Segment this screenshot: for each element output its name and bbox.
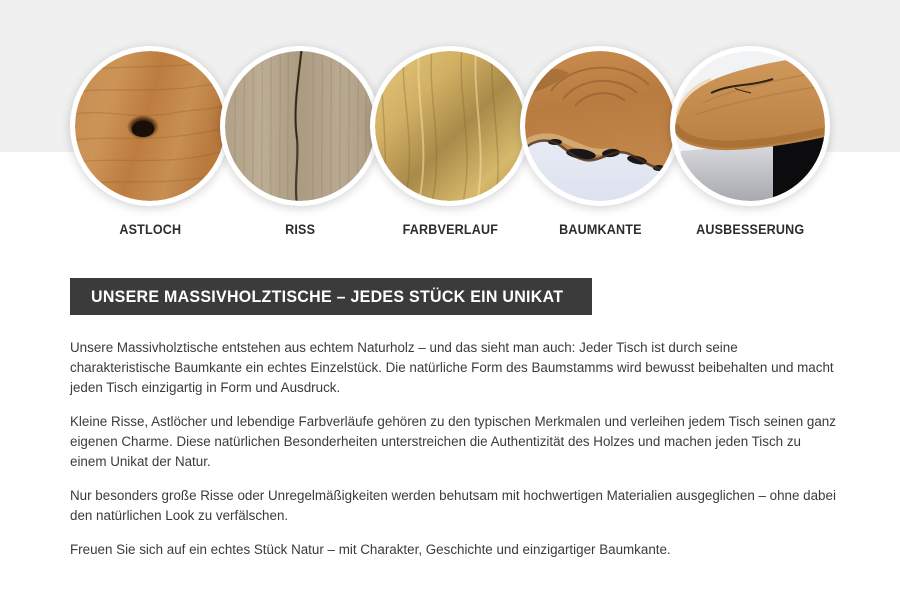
baumkante-live-edge-photo [520,46,680,206]
paragraph-schluss: Freuen Sie sich auf ein echtes Stück Natur – mit Charakter, Geschichte und einzigartiger Baumkante. [70,542,671,557]
feature-label-text: AUSBESSERUNG [695,222,805,237]
cracked-wood-image [225,51,375,201]
feature-label-text: ASTLOCH [119,222,181,237]
paragraph-intro: Unsere Massivholztische entstehen aus echtem Naturholz – und das sieht man auch: Jeder Tisch ist durch seine charakteristische Baumkante ein echtes Einzelstück. Die natürliche Form des Baumstamms wird bewusst beibehalten und macht jeden Tisch einzigartig in Form und Ausdruck. [70,340,834,395]
paragraph-ausbesserung: Nur besonders große Risse oder Unregelmäßigkeiten werden behutsam mit hochwertigen Materialien ausgeglichen – ohne dabei den natürlichen Look zu verfälschen. [70,488,836,523]
riss-crack-photo [220,46,380,206]
feature-label-text: FARBVERLAUF [402,222,498,237]
feature-label-farbverlauf [399,222,502,237]
feature-astloch [75,46,225,237]
astloch-knothole-photo [70,46,230,206]
feature-label-text: BAUMKANTE [558,222,642,237]
features-row [0,46,900,237]
feature-baumkante [525,46,675,237]
paragraph-merkmale: Kleine Risse, Astlöcher und lebendige Farbverläufe gehören zu den typischen Merkmalen und verleihen jedem Tisch seinen ganz eigenen Charme. Diese natürlichen Besonderheiten unterstreichen die Authentizität des Holzes und machen jeden Tisch zu einem Unikat der Natur. [70,414,836,469]
color-gradient-wood-image [375,51,525,201]
feature-riss [225,46,375,237]
ausbesserung-repair-photo [670,46,830,206]
section-heading-bar [70,278,592,315]
repaired-corner-wood-image [675,51,825,201]
feature-farbverlauf [375,46,525,237]
section-heading-text: UNSERE MASSIVHOLZTISCHE – JEDES STÜCK EIN UNIKAT [91,286,564,306]
feature-label-ausbesserung [692,222,808,237]
feature-label-text: RISS [284,222,316,237]
feature-ausbesserung [675,46,825,237]
body-text [70,338,836,574]
feature-label-astloch [117,222,184,237]
farbverlauf-color-gradient-photo [370,46,530,206]
knothole-wood-image [75,51,225,201]
live-edge-wood-image [525,51,675,201]
feature-label-riss [284,222,316,237]
feature-label-baumkante [556,222,645,237]
